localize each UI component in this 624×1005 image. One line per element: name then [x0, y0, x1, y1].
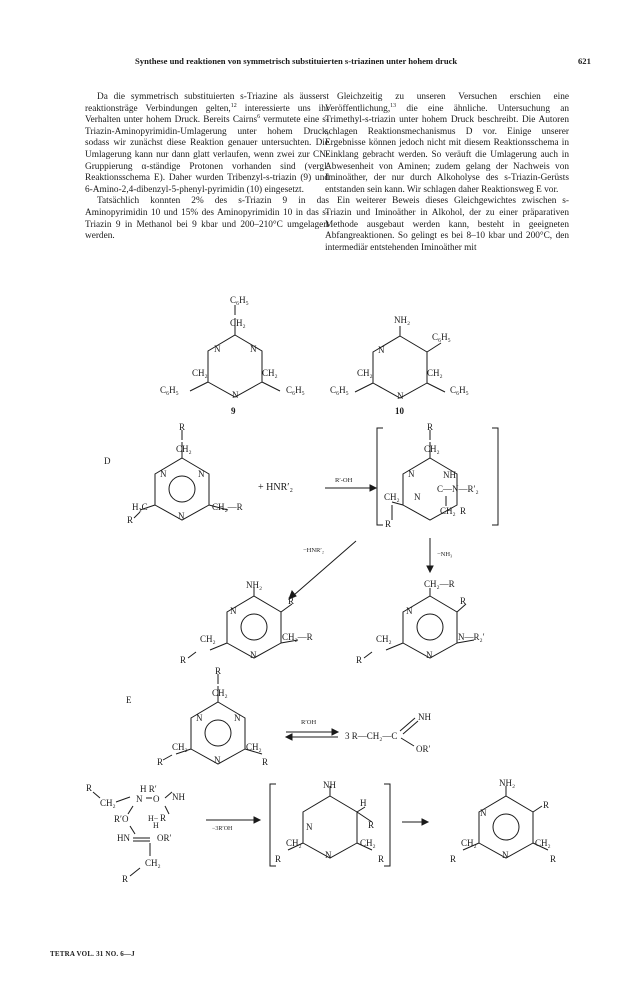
svg-text:C₆H₅: C₆H₅ — [230, 295, 249, 305]
final-aminopyrimidine — [450, 778, 556, 864]
svg-text:N: N — [250, 650, 257, 660]
equilibrium-arrows — [286, 719, 338, 740]
svg-text:N: N — [232, 390, 239, 400]
svg-text:OR′: OR′ — [416, 744, 431, 754]
svg-text:CH₂: CH₂ — [357, 368, 373, 378]
svg-text:3 R—CH₂—C: 3 R—CH₂—C — [345, 731, 398, 741]
svg-text:NH: NH — [443, 470, 456, 480]
svg-text:CH₂: CH₂ — [535, 838, 551, 848]
svg-text:N: N — [214, 344, 221, 354]
svg-text:CH₂: CH₂ — [192, 368, 208, 378]
svg-text:C—N—R′₂: C—N—R′₂ — [437, 484, 479, 494]
scheme-e-label: E — [126, 695, 132, 705]
svg-text:R: R — [288, 596, 295, 606]
svg-text:C₆H₅: C₆H₅ — [450, 385, 469, 395]
svg-text:R: R — [127, 515, 134, 525]
svg-text:CH₂: CH₂ — [172, 742, 188, 752]
svg-text:CH₂: CH₂ — [360, 838, 376, 848]
svg-text:−NH₃: −NH₃ — [437, 551, 453, 558]
svg-text:CH₂: CH₂ — [212, 688, 228, 698]
svg-text:R: R — [368, 820, 375, 830]
svg-text:N: N — [502, 850, 509, 860]
compound-9-label: 9 — [231, 406, 236, 416]
svg-text:CH₂: CH₂ — [384, 492, 400, 502]
svg-text:N: N — [214, 755, 221, 765]
compound-10-label: 10 — [395, 406, 404, 416]
footer: TETRA VOL. 31 NO. 6—J — [50, 950, 135, 958]
svg-text:CH₂: CH₂ — [424, 444, 440, 454]
amine-reagent: + HNR′₂ — [258, 482, 293, 493]
paragraph: Gleichzeitig zu unseren Versuchen erschien eine Veröffentlichung,$^{13}$ die eine ähnliche. Untersuchung an Trimethyl-s-triazin unter hohem Druck beschreibt. Die Autoren schlagen Reaktionsmechanismus D vor. Einige unserer Ergebnisse können jedoch nicht mit diesem Reaktionsschema in Einklang gebracht werden. So veräuft die Umlagerung auch in Abwesenheit von Aminen; zudem gelang der Nachweis von Iminoäther, der nur durch Alkoholyse des s-Triazin-Gerüsts entstanden sein kann. Wir schlagen daher Reaktionsweg E vor. — [325, 92, 569, 195]
svg-text:HN: HN — [117, 833, 130, 843]
svg-text:R: R — [160, 813, 167, 823]
svg-text:NH: NH — [323, 780, 336, 790]
scheme-d-triazine — [127, 422, 243, 525]
open-chain-adduct — [86, 783, 185, 884]
scheme-e-triazine — [157, 666, 268, 767]
svg-text:H R′: H R′ — [140, 784, 157, 794]
svg-text:R: R — [215, 666, 222, 676]
svg-text:N: N — [234, 713, 241, 723]
svg-text:R: R — [86, 783, 93, 793]
svg-text:NH: NH — [418, 712, 431, 722]
svg-text:C₆H₅: C₆H₅ — [330, 385, 349, 395]
svg-text:C₆H₅: C₆H₅ — [432, 332, 451, 342]
arrow-e2 — [402, 819, 428, 825]
svg-text:C₆H₅: C₆H₅ — [160, 385, 179, 395]
svg-text:R: R — [550, 854, 557, 864]
svg-text:CH₂: CH₂ — [145, 858, 161, 868]
svg-text:N: N — [196, 713, 203, 723]
svg-text:R: R — [460, 506, 467, 516]
dihydro-intermediate — [270, 780, 390, 866]
arrow-d2 — [289, 541, 356, 599]
svg-text:−HNR′₂: −HNR′₂ — [303, 547, 325, 554]
svg-text:C₆H₅: C₆H₅ — [286, 385, 305, 395]
svg-text:R′-OH: R′-OH — [335, 477, 353, 484]
compound-9-structure — [160, 295, 305, 416]
svg-text:N: N — [306, 822, 313, 832]
svg-text:N: N — [408, 469, 415, 479]
svg-text:N: N — [136, 794, 143, 804]
svg-text:O: O — [153, 794, 160, 804]
svg-text:R: R — [427, 422, 434, 432]
svg-text:CH₂: CH₂ — [376, 634, 392, 644]
svg-text:R: R — [179, 422, 186, 432]
svg-text:CH₂: CH₂ — [200, 634, 216, 644]
arrow-d3 — [427, 538, 452, 572]
svg-text:CH₂: CH₂ — [427, 368, 443, 378]
svg-text:R: R — [460, 596, 467, 606]
svg-text:NH₂: NH₂ — [499, 778, 516, 788]
svg-text:R: R — [378, 854, 385, 864]
svg-text:N: N — [480, 808, 487, 818]
svg-text:CH₂: CH₂ — [461, 838, 477, 848]
svg-text:R: R — [157, 757, 164, 767]
paragraph: Ein weiterer Beweis dieses Gleichgewichtes zwischen s-Triazin und Iminoäther in Alkohol, der zu einer präparativen Methode ausgebaut werden kann, besteht in geeigneten Abfangreaktionen. So gelingt es bei 8–10 kbar und 200°C, den intermediär entstehenden Iminoäther mit — [325, 196, 569, 253]
svg-text:N: N — [230, 606, 237, 616]
svg-text:R: R — [450, 854, 457, 864]
svg-text:N: N — [414, 492, 421, 502]
svg-text:NH: NH — [172, 792, 185, 802]
svg-text:OR′: OR′ — [157, 833, 172, 843]
svg-text:CH₂—R: CH₂—R — [424, 579, 455, 589]
svg-text:R: R — [180, 655, 187, 665]
svg-text:CH₂: CH₂ — [440, 506, 456, 516]
svg-text:R: R — [275, 854, 282, 864]
svg-text:CH₂—R: CH₂—R — [282, 632, 313, 642]
svg-text:CH₂: CH₂ — [176, 444, 192, 454]
svg-text:H−: H− — [148, 814, 159, 823]
svg-text:N: N — [426, 650, 433, 660]
running-title: Synthese und reaktionen von symmetrisch substituierten s-triazinen unter hohem druck — [135, 56, 458, 66]
svg-text:−3R′OH: −3R′OH — [212, 826, 233, 832]
arrow-d1 — [325, 477, 376, 491]
svg-text:NH₂: NH₂ — [394, 315, 411, 325]
svg-text:CH₂: CH₂ — [286, 838, 302, 848]
svg-text:H: H — [153, 821, 159, 830]
arrow-e1 — [206, 817, 260, 832]
svg-text:CH₂: CH₂ — [262, 368, 278, 378]
paragraph: Tatsächlich konnten 2% des s-Triazin 9 in das Aminopyrimidin 10 und 15% des Aminopyrimidin 10 in das s-Triazin 9 in Methanol bei 9 kbar und 200–210°C umgelagert werden. — [85, 196, 329, 242]
svg-text:N—R₂′: N—R₂′ — [458, 632, 485, 642]
svg-text:N: N — [406, 606, 413, 616]
svg-text:CH₂: CH₂ — [100, 798, 116, 808]
scheme-d-label: D — [104, 456, 111, 466]
page-number: 621 — [578, 56, 591, 66]
svg-text:CH₂: CH₂ — [246, 742, 262, 752]
svg-text:H₃C: H₃C — [132, 502, 148, 512]
svg-text:H: H — [360, 798, 367, 808]
svg-text:R: R — [543, 800, 550, 810]
svg-text:R′OH: R′OH — [301, 719, 317, 726]
paragraph: Da die symmetrisch substituierten s-Triazine als äusserst reaktionsträge Verbindungen gelten,$^{12}$ interessierte uns ihr Verhalten unter hohem Druck. Bereits Cairns$^6$ vermutete eine s-Triazin-Aminopyrimidin-Umlagerung unter hohem Druck, sodass wir zunächst diese Reaktion genauer untersuchten. Die Umlagerung kann nur dann glatt verlaufen, wenn zwei zur CN-Gruppierung α-ständige Protonen vorhanden sind (vergl. Reaktionsschema E). Daher wurden Tribenzyl-s-triazin (9) und 6-Amino-2,4-dibenzyl-5-phenyl-pyrimidin (10) eingesetzt. — [85, 92, 330, 195]
svg-text:N: N — [160, 469, 167, 479]
svg-text:N: N — [378, 345, 385, 355]
svg-text:CH₂—R: CH₂—R — [212, 502, 243, 512]
svg-text:CH₂: CH₂ — [230, 318, 246, 328]
svg-text:N: N — [325, 850, 332, 860]
svg-text:R: R — [262, 757, 269, 767]
svg-text:N: N — [198, 469, 205, 479]
svg-text:R: R — [356, 655, 363, 665]
svg-text:NH₂: NH₂ — [246, 580, 263, 590]
svg-text:R: R — [385, 519, 392, 529]
imino-ether — [345, 712, 431, 754]
svg-text:N: N — [178, 511, 185, 521]
svg-text:R′O: R′O — [114, 814, 129, 824]
scheme-d-product-substituted — [356, 579, 485, 665]
compound-10-structure — [330, 315, 469, 416]
svg-text:R: R — [122, 874, 129, 884]
svg-text:N: N — [397, 391, 404, 401]
scheme-d-intermediate — [377, 422, 498, 529]
svg-text:N: N — [250, 344, 257, 354]
